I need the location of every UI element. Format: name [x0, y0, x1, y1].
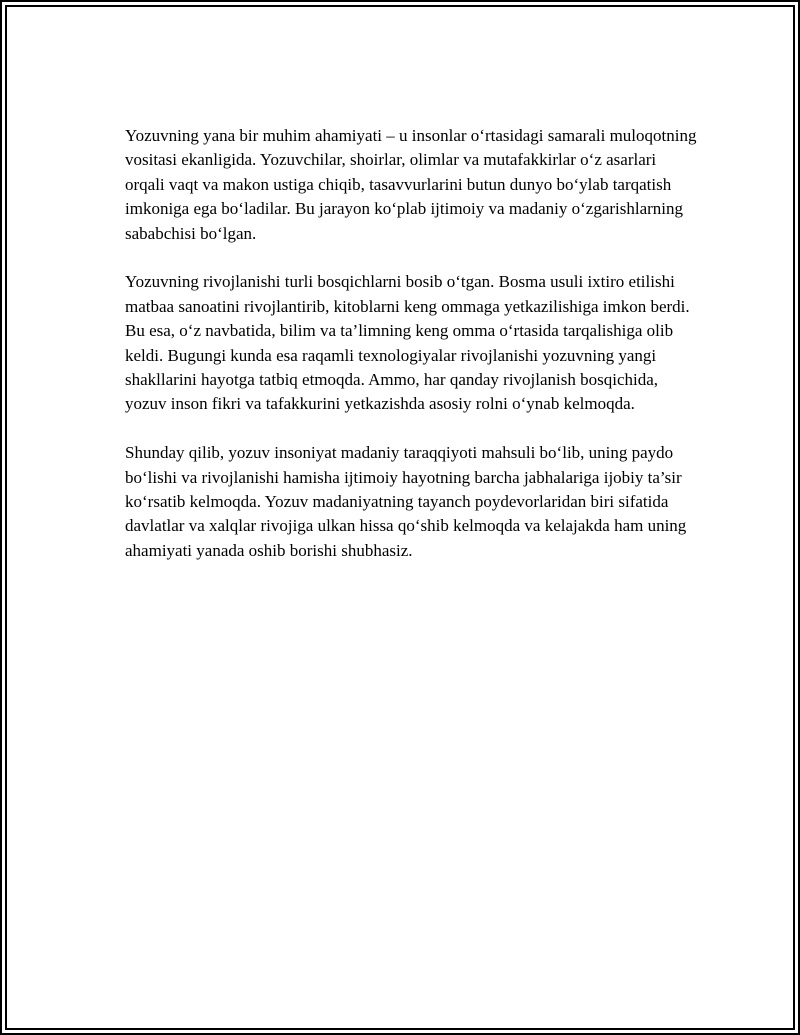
paragraph-1: Yozuvning yana bir muhim ahamiyati – u insonlar o‘rtasidagi samarali muloqotning vositasi ekanligida. Yozuvchilar, shoirlar, olimlar va mutafakkirlar o‘z asarlari orqali vaqt va makon ustiga chiqib, tasavvurlarini butun dunyo bo‘ylab tarqatish imkoniga ega bo‘ladilar. Bu jarayon ko‘plab ijtimoiy va madaniy o‘zgarishlarning sababchisi bo‘lgan. [125, 126, 697, 243]
document-body [125, 124, 699, 588]
paragraph-2: Yozuvning rivojlanishi turli bosqichlarni bosib o‘tgan. Bosma usuli ixtiro etilishi matbaa sanoatini rivojlantirib, kitoblarni keng ommaga yetkazilishiga imkon berdi. Bu esa, o‘z navbatida, bilim va ta’limning keng omma o‘rtasida tarqalishiga olib keldi. Bugungi kunda esa raqamli texnologiyalar rivojlanishi yozuvning yangi shakllarini hayotga tatbiq etmoqda. Ammo, har qanday rivojlanish bosqichida, yozuv inson fikri va tafakkurini yetkazishda asosiy rolni o‘ynab kelmoqda. [125, 272, 690, 414]
paragraph-3: Shunday qilib, yozuv insoniyat madaniy taraqqiyoti mahsuli bo‘lib, uning paydo bo‘lishi va rivojlanishi hamisha ijtimoiy hayotning barcha jabhalariga ijobiy ta’sir ko‘rsatib kelmoqda. Yozuv madaniyatning tayanch poydevorlaridan biri sifatida davlatlar va xalqlar rivojiga ulkan hissa qo‘shib kelmoqda va kelajakda ham uning ahamiyati yanada oshib borishi shubhasiz. [125, 443, 687, 560]
